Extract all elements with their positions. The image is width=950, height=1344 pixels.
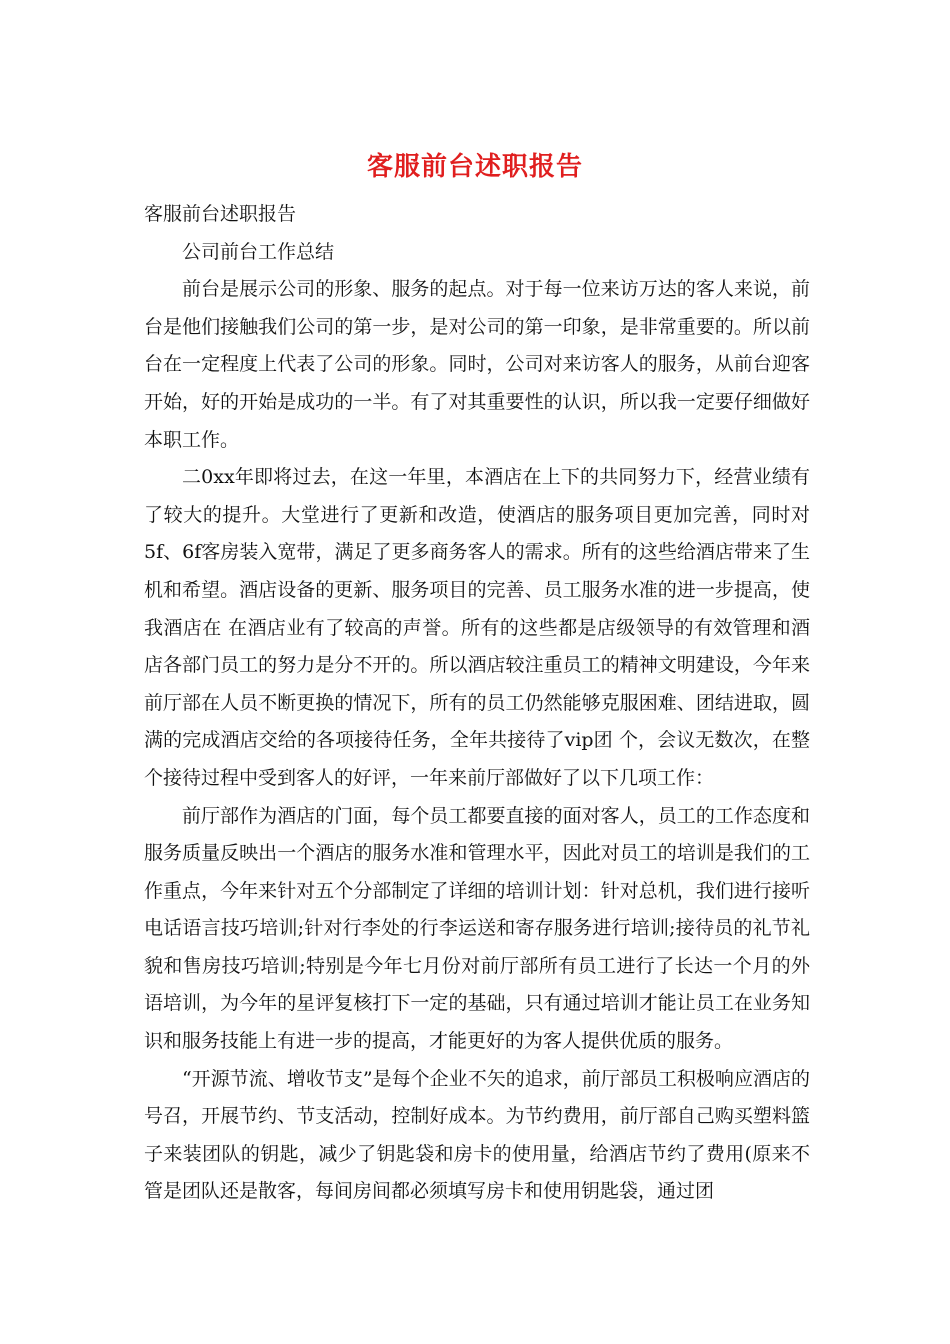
body-heading: 客服前台述职报告: [144, 203, 297, 225]
paragraph: 前厅部作为酒店的门面，每个员工都要直接的面对客人，员工的工作态度和服务质量反映出一个酒店的服务水准和管理水平，因此对员工的培训是我们的工作重点，今年来针对五个分部制定了详细的培训计划：针对总机，我们进行接听电话语言技巧培训;针对行李处的行李运送和寄存服务进行培训;接待员的礼节礼貌和售房技巧培训;特别是今年七月份对前厅部所有员工进行了长达一个月的外语培训，为今年的星评复核打下一定的基础，只有通过培训才能让员工在业务知识和服务技能上有进一步的提高，才能更好的为客人提供优质的服务。: [144, 804, 810, 1053]
document-body: [144, 196, 810, 1211]
document-title: 客服前台述职报告: [366, 152, 583, 182]
section-heading: 公司前台工作总结: [182, 240, 335, 263]
paragraph: 前台是展示公司的形象、服务的起点。对于每一位来访万达的客人来说，前台是他们接触我们公司的第一步，是对公司的第一印象，是非常重要的。所以前台在一定程度上代表了公司的形象。同时，公司对来访客人的服务，从前台迎客开始，好的开始是成功的一半。有了对其重要性的认识，所以我一定要仔细做好本职工作。: [144, 278, 810, 451]
paragraph: “开源节流、增收节支”是每个企业不矢的追求，前厅部员工积极响应酒店的号召，开展节约、节支活动，控制好成本。为节约费用，前厅部自己购买塑料篮子来装团队的钥匙，减少了钥匙袋和房卡的使用量，给酒店节约了费用(原来不管是团队还是散客，每间房间都必须填写房卡和使用钥匙袋，通过团: [144, 1067, 810, 1203]
paragraph: 二0xx年即将过去，在这一年里，本酒店在上下的共同努力下，经营业绩有了较大的提升。大堂进行了更新和改造，使酒店的服务项目更加完善，同时对5f、6f客房装入宽带，满足了更多商务客人的需求。所有的这些给酒店带来了生机和希望。酒店设备的更新、服务项目的完善、员工服务水准的进一步提高，使我酒店在 在酒店业有了较高的声誉。所有的这些都是店级领导的有效管理和酒店各部门员工的努力是分不开的。所以酒店较注重员工的精神文明建设，今年来前厅部在人员不断更换的情况下，所有的员工仍然能够克服困难、团结进取，圆满的完成酒店交给的各项接待任务，全年共接待了vip团 个，会议无数次，在整个接待过程中受到客人的好评，一年来前厅部做好了以下几项工作：: [144, 466, 810, 789]
